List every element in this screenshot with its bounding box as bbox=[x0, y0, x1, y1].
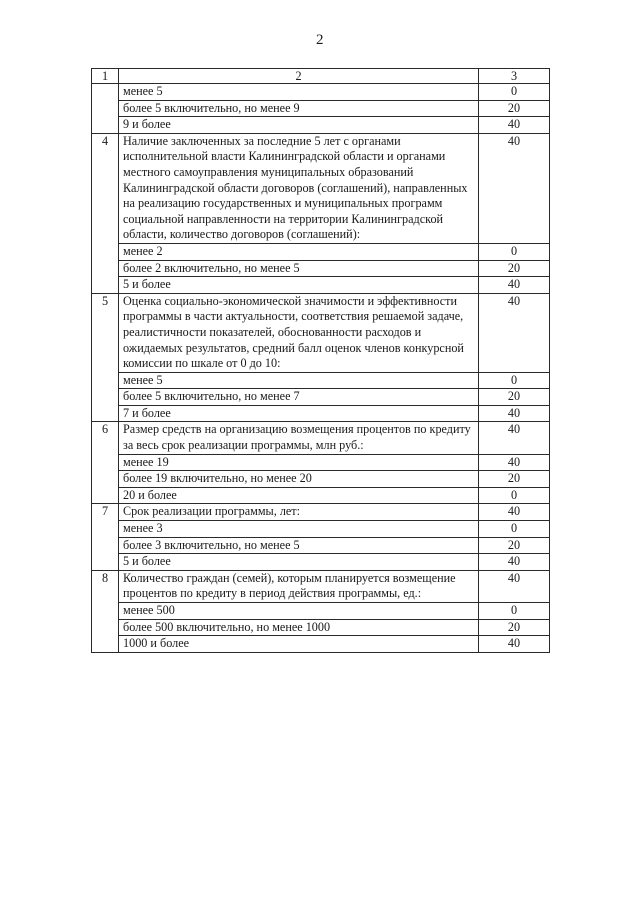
table-row bbox=[92, 84, 550, 101]
table-row bbox=[92, 504, 550, 521]
row-points: 20 bbox=[479, 100, 550, 117]
row-text: Размер средств на организацию возмещения процентов по кредиту за весь срок реализации программы, млн руб.: bbox=[119, 422, 479, 454]
row-points: 40 bbox=[479, 454, 550, 471]
criteria-table bbox=[91, 68, 550, 653]
row-points: 0 bbox=[479, 372, 550, 389]
table-row bbox=[92, 619, 550, 636]
row-points: 20 bbox=[479, 537, 550, 554]
header-col-2: 2 bbox=[119, 69, 479, 84]
table-row bbox=[92, 554, 550, 571]
row-text: более 5 включительно, но менее 7 bbox=[119, 389, 479, 406]
row-points: 20 bbox=[479, 471, 550, 488]
table-row bbox=[92, 117, 550, 134]
row-text: менее 5 bbox=[119, 372, 479, 389]
table-row bbox=[92, 471, 550, 488]
table-row bbox=[92, 603, 550, 620]
row-text: более 500 включительно, но менее 1000 bbox=[119, 619, 479, 636]
table-row bbox=[92, 372, 550, 389]
row-points: 40 bbox=[479, 570, 550, 602]
criterion-number: 4 bbox=[92, 133, 119, 293]
header-col-1: 1 bbox=[92, 69, 119, 84]
row-text: 7 и более bbox=[119, 405, 479, 422]
row-text: Количество граждан (семей), которым планируется возмещение процентов по кредиту в период действия программы, ед.: bbox=[119, 570, 479, 602]
table-row bbox=[92, 570, 550, 602]
row-points: 20 bbox=[479, 260, 550, 277]
table-row bbox=[92, 636, 550, 653]
row-points: 0 bbox=[479, 243, 550, 260]
header-col-3: 3 bbox=[479, 69, 550, 84]
table-row bbox=[92, 133, 550, 243]
row-points: 40 bbox=[479, 422, 550, 454]
table-row bbox=[92, 100, 550, 117]
row-points: 20 bbox=[479, 389, 550, 406]
table-row bbox=[92, 537, 550, 554]
row-points: 20 bbox=[479, 619, 550, 636]
row-points: 40 bbox=[479, 405, 550, 422]
page-number: 2 bbox=[316, 32, 324, 48]
row-text: менее 3 bbox=[119, 521, 479, 538]
criterion-number: 6 bbox=[92, 422, 119, 504]
row-text: Наличие заключенных за последние 5 лет с органами исполнительной власти Калининградской области и органами местного самоуправления муниципальных образований Калининградской области договоров (соглашений), направленных на реализацию государственных и муниципальных программ социальной направленности на территории Калининградской области, количество договоров (соглашений): bbox=[119, 133, 479, 243]
table-row bbox=[92, 260, 550, 277]
table-row bbox=[92, 487, 550, 504]
row-text: менее 19 bbox=[119, 454, 479, 471]
row-points: 40 bbox=[479, 277, 550, 294]
row-text: 9 и более bbox=[119, 117, 479, 134]
row-points: 0 bbox=[479, 603, 550, 620]
table-row bbox=[92, 277, 550, 294]
table-row bbox=[92, 293, 550, 372]
criterion-number bbox=[92, 84, 119, 134]
row-points: 0 bbox=[479, 487, 550, 504]
row-points: 40 bbox=[479, 554, 550, 571]
table-row bbox=[92, 521, 550, 538]
row-points: 0 bbox=[479, 84, 550, 101]
row-text: Срок реализации программы, лет: bbox=[119, 504, 479, 521]
row-text: более 2 включительно, но менее 5 bbox=[119, 260, 479, 277]
row-points: 40 bbox=[479, 133, 550, 243]
table-row bbox=[92, 389, 550, 406]
row-text: более 19 включительно, но менее 20 bbox=[119, 471, 479, 488]
row-points: 40 bbox=[479, 504, 550, 521]
criterion-number: 8 bbox=[92, 570, 119, 652]
table-row bbox=[92, 243, 550, 260]
row-text: более 3 включительно, но менее 5 bbox=[119, 537, 479, 554]
row-points: 0 bbox=[479, 521, 550, 538]
row-text: Оценка социально-экономической значимости и эффективности программы в части актуальности, соответствия решаемой задаче, реалистичности показателей, обоснованности расходов и ожидаемых результатов, средний балл оценок членов конкурсной комиссии по шкале от 0 до 10: bbox=[119, 293, 479, 372]
table-header-row bbox=[92, 69, 550, 84]
criterion-number: 7 bbox=[92, 504, 119, 570]
table-row bbox=[92, 405, 550, 422]
row-text: менее 5 bbox=[119, 84, 479, 101]
criterion-number: 5 bbox=[92, 293, 119, 422]
row-points: 40 bbox=[479, 117, 550, 134]
row-text: 1000 и более bbox=[119, 636, 479, 653]
row-text: менее 500 bbox=[119, 603, 479, 620]
table-row bbox=[92, 422, 550, 454]
row-points: 40 bbox=[479, 293, 550, 372]
row-points: 40 bbox=[479, 636, 550, 653]
row-text: менее 2 bbox=[119, 243, 479, 260]
table-row bbox=[92, 454, 550, 471]
row-text: 5 и более bbox=[119, 554, 479, 571]
row-text: 5 и более bbox=[119, 277, 479, 294]
row-text: 20 и более bbox=[119, 487, 479, 504]
row-text: более 5 включительно, но менее 9 bbox=[119, 100, 479, 117]
